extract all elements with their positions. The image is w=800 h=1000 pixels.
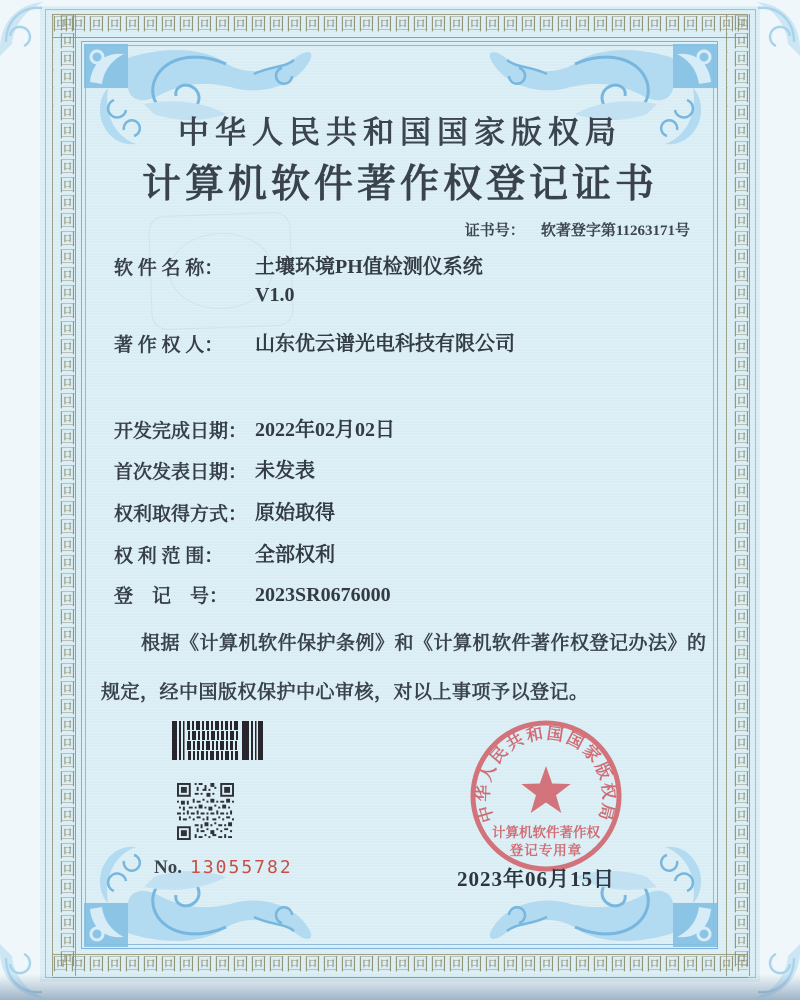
statement-line-1: 根据《计算机软件保护条例》和《计算机软件著作权登记办法》的: [141, 633, 707, 654]
registration-statement: [101, 628, 715, 704]
field-row-software-name: [114, 253, 483, 309]
certificate-title: 计算机软件著作权登记证书: [141, 163, 658, 206]
issue-date: 2023年06月15日: [457, 867, 615, 891]
field-value: 全部权利: [255, 544, 335, 566]
field-value: 山东优云谱光电科技有限公司: [255, 333, 515, 355]
pdf417-barcode-icon: [172, 721, 263, 760]
serial-label: No.: [154, 857, 182, 878]
certificate-number-label: 证书号：: [464, 223, 525, 239]
certificate-number-line: [465, 219, 690, 240]
star-icon: [521, 766, 570, 813]
software-name: 土壤环境PH值检测仪系统: [255, 256, 483, 278]
field-value: [255, 253, 483, 309]
software-version: V1.0: [255, 284, 295, 306]
serial-number: 13055782: [189, 857, 293, 878]
registration-number: 2023SR0676000: [255, 584, 391, 606]
certificate-number-value: 软著登字第11263171号: [540, 223, 690, 239]
field-row-completion-date: [114, 416, 395, 444]
field-label: 软 件 名 称：: [114, 258, 224, 279]
field-value: 原始取得: [255, 502, 335, 524]
field-label: 著 作 权 人：: [114, 335, 224, 356]
field-value: 2022年02月02日: [255, 419, 395, 441]
issuer-title: 中华人民共和国国家版权局: [178, 115, 622, 150]
field-row-copyright-owner: [114, 330, 515, 358]
field-label: 开发完成日期：: [114, 421, 248, 442]
field-row-acquisition-method: [114, 499, 335, 527]
meander-border-top: [52, 14, 748, 38]
field-label: 权利取得方式：: [114, 504, 248, 525]
field-row-first-publication: [114, 457, 315, 485]
seal-text-line-1: 计算机软件著作权: [492, 825, 600, 840]
field-row-rights-scope: [114, 541, 335, 569]
official-seal: [466, 716, 626, 876]
field-value: 未发表: [255, 460, 315, 482]
seal-text-line-2: 登记专用章: [509, 843, 583, 858]
serial-number-line: [154, 857, 293, 879]
page-edge-shadow: [0, 974, 800, 1000]
seal-ring-text: 中华人民共和国国家版权局: [473, 723, 619, 825]
field-row-registration-number: [114, 581, 391, 609]
statement-line-2: 规定，经中国版权保护中心审核，对以上事项予以登记。: [101, 682, 589, 703]
qr-code-icon: [177, 783, 234, 840]
corner-flourish-bottom-left-icon: [84, 835, 314, 947]
field-label: 登 记 号：: [114, 586, 229, 607]
field-label: 首次发表日期：: [114, 462, 248, 483]
field-label: 权 利 范 围：: [114, 546, 224, 567]
